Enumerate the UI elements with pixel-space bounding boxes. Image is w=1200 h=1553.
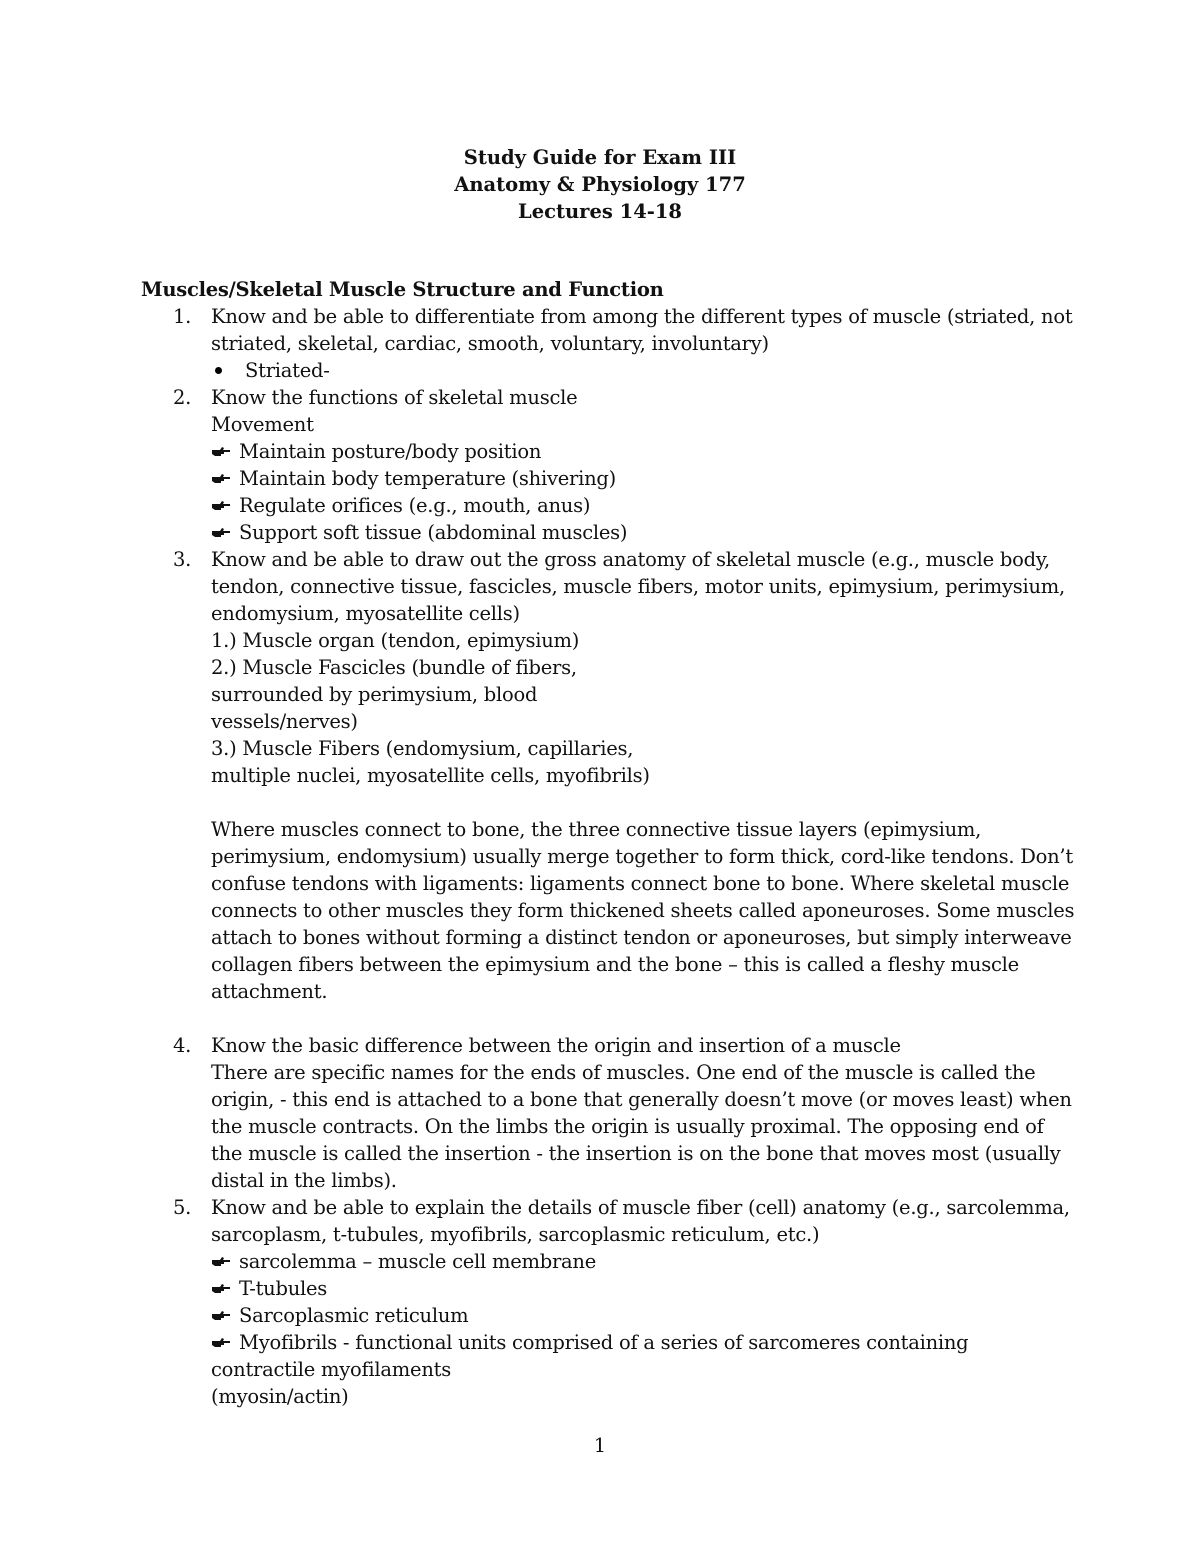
- item-text-line: (myosin/actin): [211, 1385, 349, 1408]
- item-text-line: striated, skeletal, cardiac, smooth, voluntary, involuntary): [211, 332, 769, 355]
- item-text-line: 3.) Muscle Fibers (endomysium, capillaries,: [211, 737, 634, 760]
- section-heading: Muscles/Skeletal Muscle Structure and Function: [141, 278, 664, 301]
- item-text-line: Know and be able to explain the details of muscle fiber (cell) anatomy (e.g., sarcolemma,: [211, 1196, 1070, 1219]
- hand-bullet-text: sarcolemma – muscle cell membrane: [239, 1250, 597, 1273]
- paragraph-line: attach to bones without forming a distinct tendon or aponeuroses, but simply interweave: [211, 926, 1072, 949]
- hand-bullet-text: Myofibrils - functional units comprised of a series of sarcomeres containing: [239, 1331, 969, 1354]
- item-text-line: 1.) Muscle organ (tendon, epimysium): [211, 629, 580, 652]
- pointing-hand-icon: [211, 498, 233, 513]
- pointing-hand-icon: [211, 1308, 233, 1323]
- paragraph-line: attachment.: [211, 980, 328, 1003]
- item-text-line: Know the functions of skeletal muscle: [211, 386, 578, 409]
- item-text-line: tendon, connective tissue, fascicles, muscle fibers, motor units, epimysium, perimysium,: [211, 575, 1065, 598]
- hand-bullet-text: T-tubules: [239, 1277, 328, 1300]
- hand-bullet-text: Sarcoplasmic reticulum: [239, 1304, 469, 1327]
- paragraph-line: Where muscles connect to bone, the three connective tissue layers (epimysium,: [211, 818, 982, 841]
- item-text-line: the muscle is called the insertion - the insertion is on the bone that moves most (usually: [211, 1142, 1061, 1165]
- hand-bullet-text: Regulate orifices (e.g., mouth, anus): [239, 494, 591, 517]
- paragraph-line: confuse tendons with ligaments: ligaments connect bone to bone. Where skeletal muscle: [211, 872, 1070, 895]
- list-item-4: [141, 1032, 1071, 1194]
- item-number: 1.: [173, 305, 192, 328]
- bullet-line: [211, 357, 1071, 384]
- item-text-line: the muscle contracts. On the limbs the origin is usually proximal. The opposing end of: [211, 1115, 1044, 1138]
- item-number: 4.: [173, 1034, 192, 1057]
- hand-bullet-line: [211, 1248, 1071, 1275]
- item-number: 3.: [173, 548, 192, 571]
- item-text-line: surrounded by perimysium, blood: [211, 683, 538, 706]
- pointing-hand-icon: [211, 525, 233, 540]
- pointing-hand-icon: [211, 1281, 233, 1296]
- lecture-range: Lectures 14-18: [518, 200, 682, 223]
- hand-bullet-line: [211, 1329, 1071, 1356]
- item-number: 2.: [173, 386, 192, 409]
- paragraph-line: connects to other muscles they form thickened sheets called aponeuroses. Some muscles: [211, 899, 1075, 922]
- bullet-text: Striated-: [245, 359, 330, 382]
- hand-bullet-line: [211, 492, 1071, 519]
- item-text-line: 2.) Muscle Fascicles (bundle of fibers,: [211, 656, 577, 679]
- bullet-icon: [211, 357, 245, 384]
- item-text-line: Know the basic difference between the origin and insertion of a muscle: [211, 1034, 901, 1057]
- item-text-line: Know and be able to differentiate from among the different types of muscle (striated, not: [211, 305, 1073, 328]
- item-text-line: Movement: [211, 413, 314, 436]
- hand-bullet-line: [211, 519, 1071, 546]
- item-text-line: sarcoplasm, t-tubules, myofibrils, sarcoplasmic reticulum, etc.): [211, 1223, 820, 1246]
- list-item-2: [141, 384, 1071, 546]
- pointing-hand-icon: [211, 471, 233, 486]
- item-text-line: There are specific names for the ends of muscles. One end of the muscle is called the: [211, 1061, 1036, 1084]
- list-item-5: [141, 1194, 1071, 1410]
- course-name: Anatomy & Physiology 177: [454, 173, 746, 196]
- item-text-line: origin, - this end is attached to a bone that generally doesn’t move (or moves least) when: [211, 1088, 1072, 1111]
- item-text-line: Know and be able to draw out the gross anatomy of skeletal muscle (e.g., muscle body,: [211, 548, 1050, 571]
- hand-bullet-line: [211, 465, 1071, 492]
- pointing-hand-icon: [211, 1254, 233, 1269]
- hand-bullet-text: Maintain body temperature (shivering): [239, 467, 616, 490]
- item-text-line: contractile myofilaments: [211, 1358, 451, 1381]
- hand-bullet-line: [211, 1275, 1071, 1302]
- paragraph-line: collagen fibers between the epimysium and the bone – this is called a fleshy muscle: [211, 953, 1019, 976]
- study-guide-body: [141, 276, 1075, 1410]
- list-item-1: [141, 303, 1071, 384]
- item-number: 5.: [173, 1196, 192, 1219]
- list-item-3: [141, 546, 1075, 1032]
- hand-bullet-text: Support soft tissue (abdominal muscles): [239, 521, 628, 544]
- page-number: 1: [593, 1434, 607, 1457]
- blank-line: [211, 1005, 1071, 1032]
- blank-line: [211, 789, 1071, 816]
- hand-bullet-line: [211, 1302, 1071, 1329]
- item-text-line: endomysium, myosatellite cells): [211, 602, 520, 625]
- item-text-line: multiple nuclei, myosatellite cells, myofibrils): [211, 764, 650, 787]
- hand-bullet-line: [211, 438, 1071, 465]
- document-title: Study Guide for Exam III: [463, 146, 737, 169]
- item-text-line: vessels/nerves): [211, 710, 358, 733]
- item-text-line: distal in the limbs).: [211, 1169, 397, 1192]
- paragraph-line: perimysium, endomysium) usually merge together to form thick, cord-like tendons. Don’t: [211, 845, 1073, 868]
- pointing-hand-icon: [211, 444, 233, 459]
- pointing-hand-icon: [211, 1335, 233, 1350]
- hand-bullet-text: Maintain posture/body position: [239, 440, 542, 463]
